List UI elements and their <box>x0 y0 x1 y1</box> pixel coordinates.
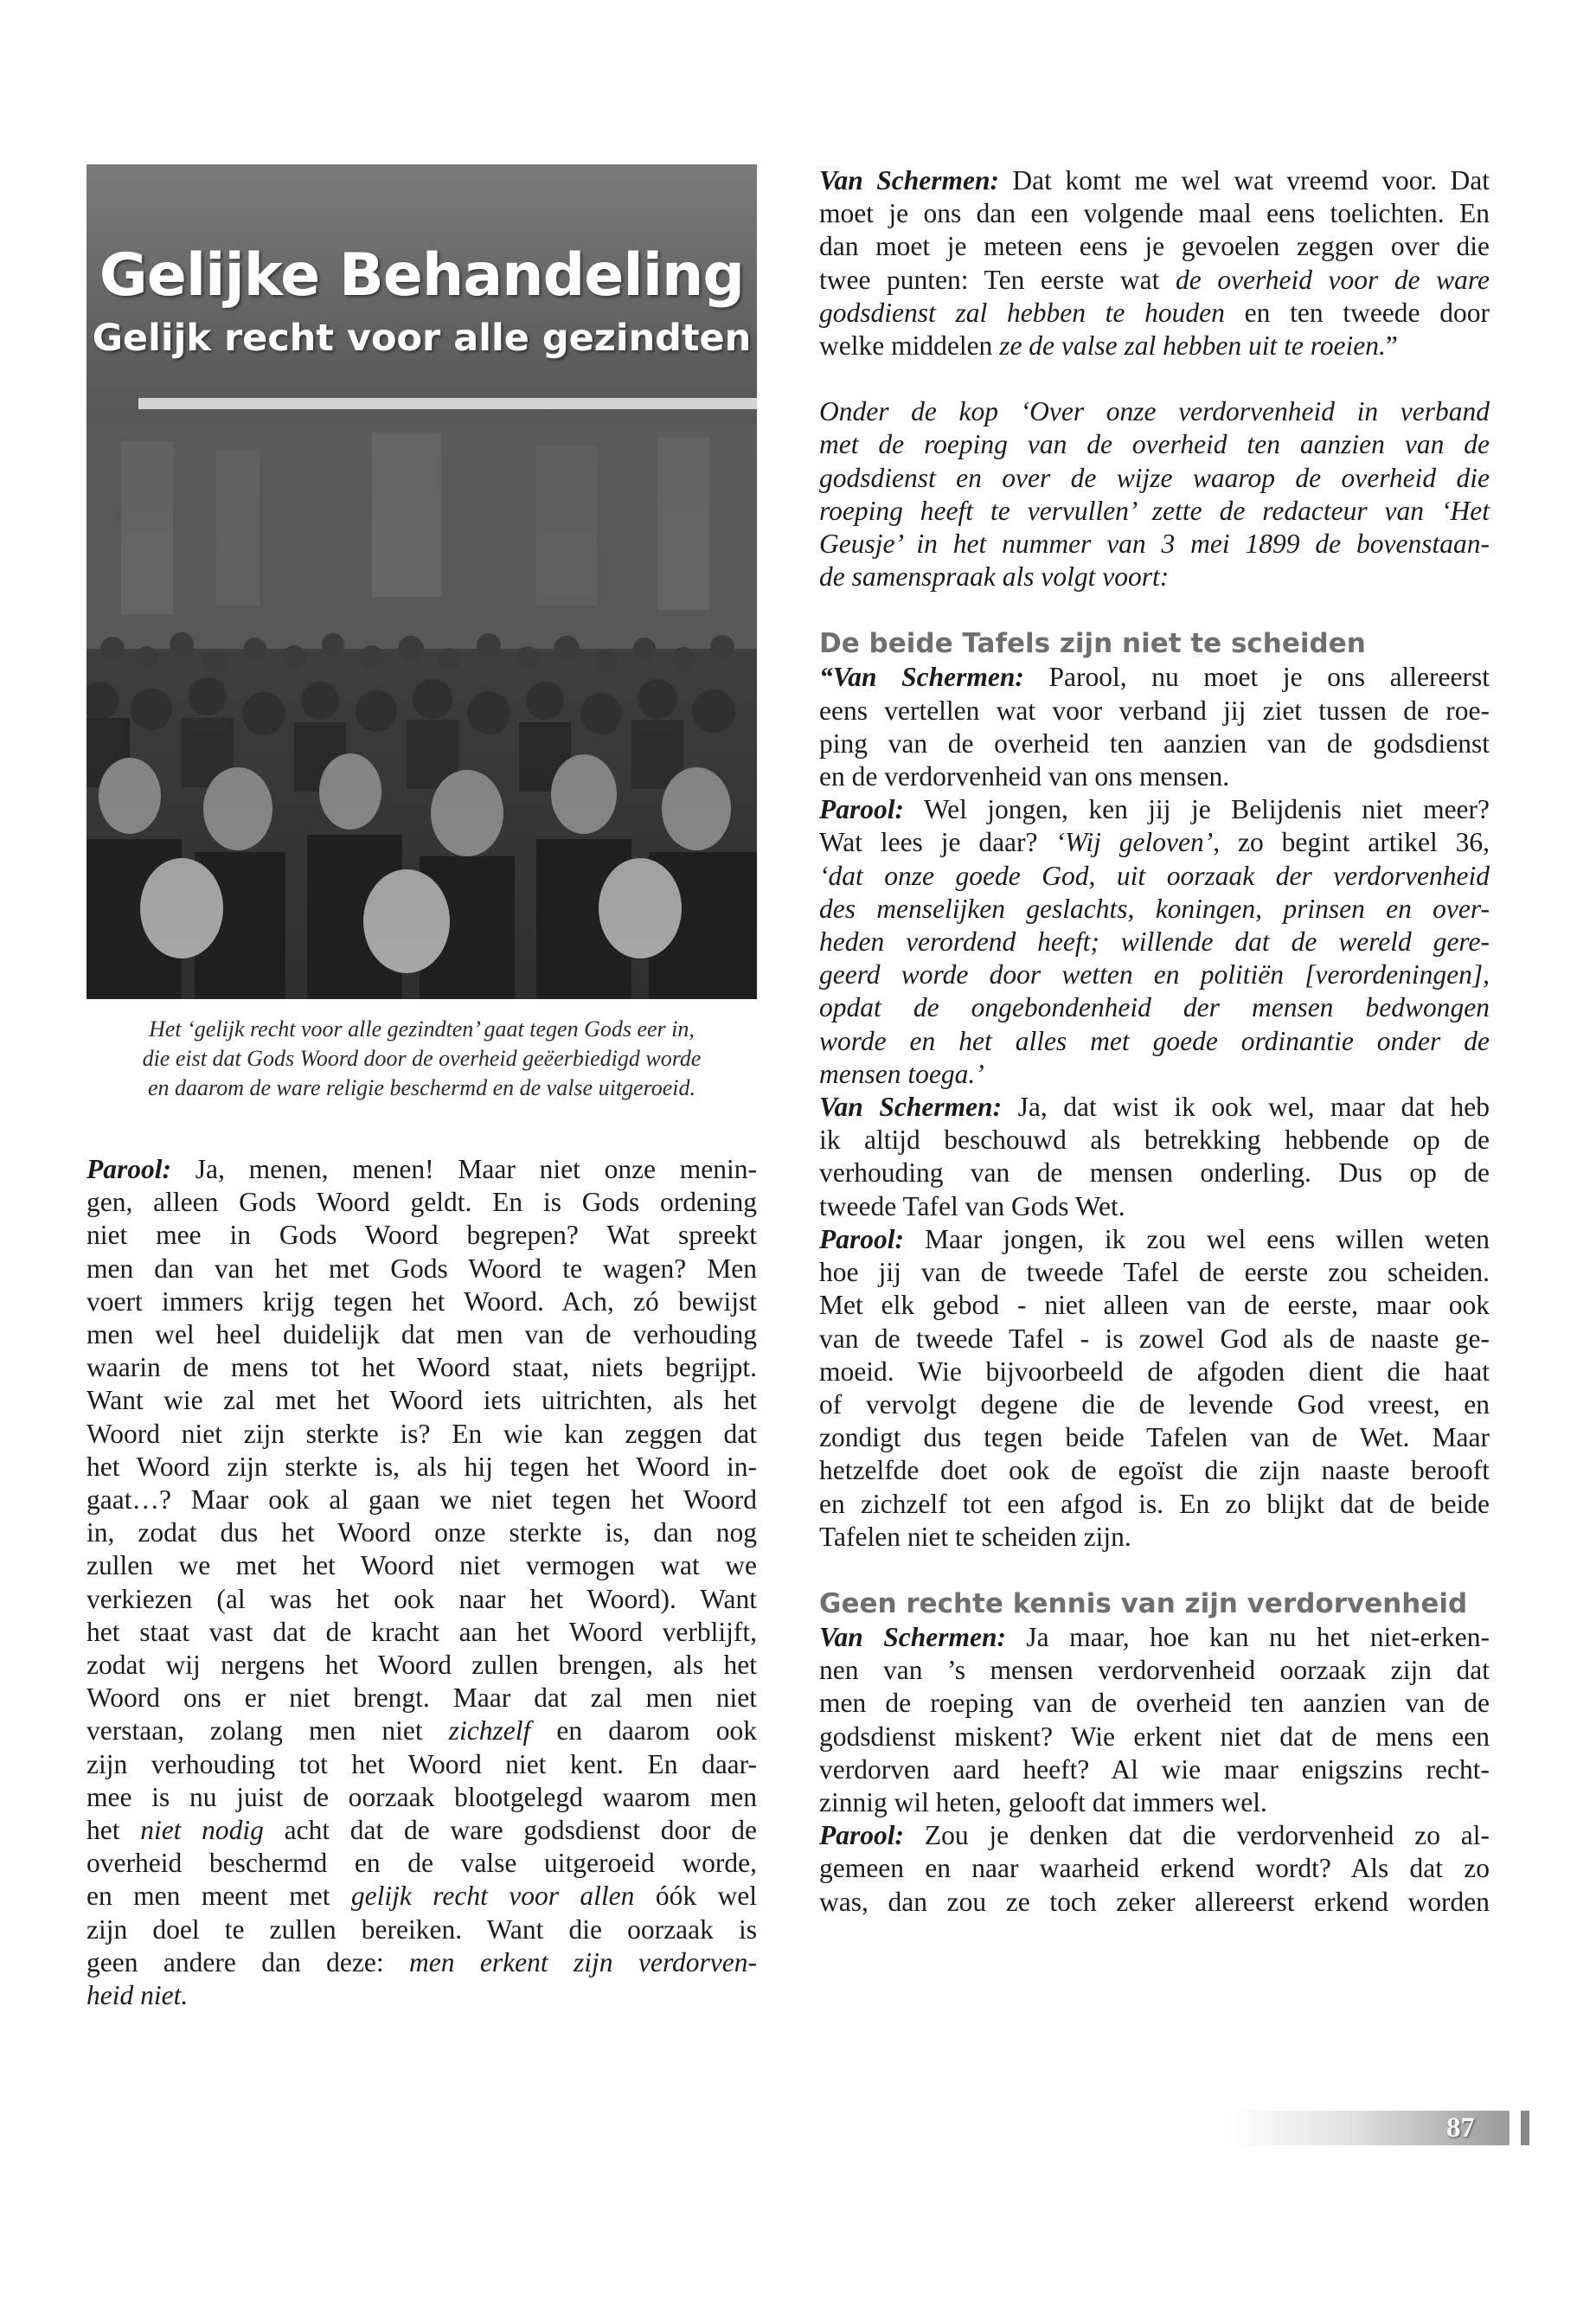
text-line: zijn doel te zullen bereiken. Want die oorzaak is <box>87 1913 757 1945</box>
text-line: mee is nu juist de oorzaak blootgelegd waarom men <box>87 1781 757 1812</box>
text-line: ‘dat onze goede God, uit oorzaak der verdorvenheid <box>819 860 1490 891</box>
text-line: tweede Tafel van Gods Wet. <box>819 1190 1125 1221</box>
caption-line: die eist dat Gods Woord door de overheid geëerbiedigd worde <box>142 1046 702 1071</box>
caption-line: Het ‘gelijk recht voor alle gezindten’ gaat tegen Gods eer in, <box>149 1016 695 1042</box>
text-line: en zichzelf tot een afgod is. En zo blijkt dat de beide <box>819 1488 1490 1519</box>
text-line: Van Schermen: Dat komt me wel wat vreemd voor. Dat <box>819 165 1490 195</box>
text-line: en men meent met gelijk recht voor allen óók wel <box>87 1881 757 1912</box>
page-number: 87 <box>1446 2112 1475 2144</box>
text-line: zullen we met het Woord niet vermogen wat we <box>87 1550 757 1581</box>
text-line: godsdienst en over de wijze waarop de overheid die <box>819 462 1490 493</box>
text-line: zondigt dus tegen beide Tafelen van de Wet. Maar <box>819 1422 1490 1453</box>
text-line: Woord niet zijn sterkte is? En wie kan zeggen dat <box>87 1418 757 1449</box>
poster-subtitle: Gelijk recht voor alle gezindten <box>92 317 752 360</box>
text-line: van de tweede Tafel - is zowel God als de naaste ge- <box>819 1323 1490 1354</box>
speaker-parool: Parool: <box>819 1820 904 1851</box>
text-line: zinnig wil heten, gelooft dat immers wel. <box>819 1786 1267 1817</box>
text-line: Met elk gebod - niet alleen van de eerste, maar ook <box>819 1290 1490 1321</box>
text-line: overheid beschermd en de valse uitgeroeid worde, <box>87 1848 757 1879</box>
text-line: des menselijken geslachts, koningen, prinsen en over- <box>819 893 1490 924</box>
text-line: mensen toega.’ <box>819 1058 984 1089</box>
text-line: hetzelfde doet ook de egoïst die zijn naaste berooft <box>819 1455 1490 1486</box>
text-line: verhouding van de mensen onderling. Dus op de <box>819 1157 1490 1189</box>
left-column <box>87 164 757 2012</box>
text-line: de samenspraak als volgt voort: <box>819 561 1170 593</box>
right-dialogue-1 <box>819 661 1490 1553</box>
text-line: ik altijd beschouwd als betrekking hebbende op de <box>819 1125 1490 1156</box>
right-dialogue-2 <box>819 1621 1490 1919</box>
page-number-band <box>1228 2111 1509 2145</box>
text-line: ping van de overheid ten aanzien van de godsdienst <box>819 727 1490 759</box>
text-line: het staat vast dat de kracht aan het Woord verblijft, <box>87 1616 757 1647</box>
text-line: Parool: Wel jongen, ken jij je Belijdenis niet meer? <box>819 794 1490 825</box>
text-line: Wat lees je daar? ‘Wij geloven’, zo begint artikel 36, <box>819 827 1490 858</box>
speaker-parool: Parool: <box>819 794 904 825</box>
section-heading: De beide Tafels zijn niet te scheiden <box>819 628 1366 660</box>
text-line: waarin de mens tot het Woord staat, niets begrijpt. <box>87 1352 757 1383</box>
speaker-parool: Parool: <box>819 1223 904 1254</box>
text-line: godsdienst miskent? Wie erkent niet dat de mens een <box>819 1721 1490 1752</box>
text-line: geen andere dan deze: men erkent zijn verdorven- <box>87 1946 757 1977</box>
text-line: Parool: Ja, menen, menen! Maar niet onze menin- <box>87 1154 757 1184</box>
text-line: zodat wij nergens het Woord zullen brengen, als het <box>87 1650 757 1681</box>
caption-line: en daarom de ware religie beschermd en de valse uitgeroeid. <box>148 1075 695 1100</box>
text-line: Tafelen niet te scheiden zijn. <box>819 1521 1131 1552</box>
text-line: heid niet. <box>87 1980 189 2011</box>
text-line: verdorven aard heeft? Al wie maar enigszins recht- <box>819 1753 1490 1785</box>
text-line: Parool: Zou je denken dat die verdorvenheid zo al- <box>819 1820 1490 1851</box>
text-line: verstaan, zolang men niet zichzelf en daarom ook <box>87 1715 757 1747</box>
text-line: Van Schermen: Ja maar, hoe kan nu het niet-erken- <box>819 1621 1490 1652</box>
text-line: met de roeping van de overheid ten aanzien van de <box>819 429 1490 460</box>
poster-divider <box>138 398 757 409</box>
text-line: voert immers krijg tegen het Woord. Ach, zó bewijst <box>87 1285 757 1317</box>
text-line: niet mee in Gods Woord begrepen? Wat spreekt <box>87 1220 757 1251</box>
right-intro-paragraph <box>819 395 1490 593</box>
text-line: Geusje’ in het nummer van 3 mei 1899 de bovenstaan- <box>819 529 1490 560</box>
text-line: twee punten: Ten eerste wat de overheid voor de ware <box>819 264 1490 295</box>
text-line: men de roeping van de overheid ten aanzien van de <box>819 1688 1490 1719</box>
text-line: Woord ons er niet brengt. Maar dat zal men niet <box>87 1682 757 1714</box>
speaker-parool: Parool: <box>87 1154 171 1184</box>
text-line: godsdienst zal hebben te houden en ten tweede door <box>819 297 1490 328</box>
text-line: moeid. Wie bijvoorbeeld de afgoden dient die haat <box>819 1356 1490 1387</box>
text-line: eens vertellen wat voor verband jij ziet tussen de roe- <box>819 695 1490 726</box>
text-line: of vervolgt degene die de levende God vreest, en <box>819 1388 1490 1420</box>
text-line: opdat de ongebondenheid der mensen bedwongen <box>819 992 1490 1023</box>
speaker-van-schermen: Van Schermen: <box>832 662 1024 693</box>
text-line: moet je ons dan een volgende maal eens toelichten. En <box>819 198 1490 229</box>
speaker-van-schermen: Van Schermen: <box>819 1092 1003 1123</box>
text-line: het Woord zijn sterkte is, als hij tegen het Woord in- <box>87 1451 757 1482</box>
text-line: “Van Schermen: Parool, nu moet je ons allereerst <box>819 662 1490 693</box>
text-line: nen van ’s mensen verdorvenheid oorzaak zijn dat <box>819 1655 1490 1686</box>
text-line: verkiezen (al was het ook naar het Woord). Want <box>87 1583 757 1614</box>
poster-image <box>87 164 757 999</box>
text-line: welke middelen ze de valse zal hebben uit te roeien.” <box>819 330 1398 362</box>
image-caption <box>87 1015 757 1103</box>
text-line: gemeen en naar waarheid erkend wordt? Als dat zo <box>819 1853 1490 1884</box>
text-line: was, dan zou ze toch zeker allereerst erkend worden <box>819 1886 1490 1917</box>
text-line: gaat…? Maar ook al gaan we niet tegen het Woord <box>87 1484 757 1516</box>
text-line: roeping heeft te vervullen’ zette de redacteur van ‘Het <box>819 495 1490 526</box>
text-line: heden verordend heeft; willende dat de wereld gere- <box>819 926 1490 958</box>
text-line: dan moet je meteen eens je gevoelen zeggen over die <box>819 231 1490 262</box>
right-paragraph-1 <box>819 164 1490 362</box>
text-line: Van Schermen: Ja, dat wist ik ook wel, maar dat heb <box>819 1092 1490 1123</box>
left-body-text <box>87 1153 757 2012</box>
text-line: zijn verhouding tot het Woord niet kent. En daar- <box>87 1748 757 1779</box>
text-line: worde en het alles met goede ordinantie onder de <box>819 1025 1490 1056</box>
text-line: het niet nodig acht dat de ware godsdienst door de <box>87 1815 757 1846</box>
text-line: in, zodat dus het Woord onze sterkte is, dan nog <box>87 1517 757 1548</box>
speaker-van-schermen: Van Schermen: <box>819 1621 1006 1652</box>
speaker-van-schermen: Van Schermen: <box>819 165 999 195</box>
section-heading: Geen rechte kennis van zijn verdorvenheid <box>819 1587 1468 1619</box>
text-line: men wel heel duidelijk dat men van de verhouding <box>87 1319 757 1350</box>
poster-title: Gelijke Behandeling <box>99 241 745 310</box>
text-line: Onder de kop ‘Over onze verdorvenheid in verband <box>819 396 1490 427</box>
text-line: en de verdorvenheid van ons mensen. <box>819 761 1230 792</box>
right-column <box>819 164 1490 1919</box>
text-line: hoe jij van de tweede Tafel de eerste zou scheiden. <box>819 1257 1490 1288</box>
text-line: Parool: Maar jongen, ik zou wel eens willen weten <box>819 1223 1490 1254</box>
text-line: men dan van het met Gods Woord te wagen? Men <box>87 1253 757 1284</box>
text-line: Want wie zal met het Woord iets uitrichten, als het <box>87 1385 757 1416</box>
text-line: geerd worde door wetten en politiën [verordeningen], <box>819 959 1490 990</box>
text-line: gen, alleen Gods Woord geldt. En is Gods ordening <box>87 1187 757 1218</box>
page-number-tick <box>1521 2111 1529 2145</box>
